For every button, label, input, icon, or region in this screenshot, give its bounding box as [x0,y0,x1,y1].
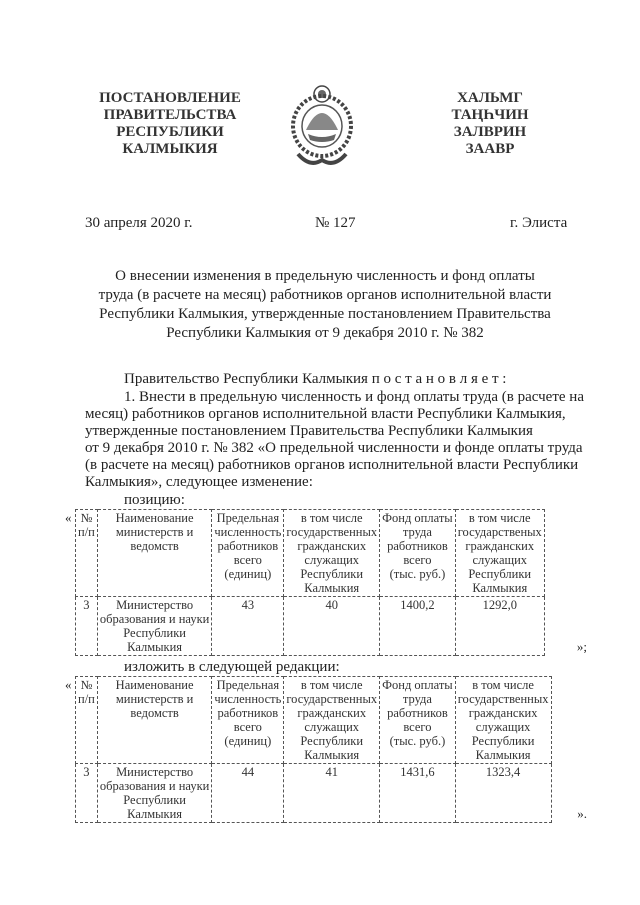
table-cell [76,597,98,656]
cell-text: работников [387,706,448,720]
title-line: О внесении изменения в предельную численность и фонд оплаты [115,268,535,284]
header-line: ЗАЛВРИН [453,124,527,140]
cell-text: Министерство [116,598,194,612]
table-header-cell [284,677,380,764]
table-cell [97,597,212,656]
cell-text: служащих [304,553,360,567]
table-cell [212,764,284,823]
close-quote: ». [577,806,587,821]
header-line: РЕСПУБЛИКИ [116,124,224,140]
open-quote: « [65,510,72,525]
title-line: труда (в расчете на месяц) работников органов исполнительной власти [98,287,552,303]
coat-of-arms-emblem [290,82,354,168]
cell-text: Предельная [216,678,280,692]
cell-text: государственных [457,692,549,706]
cell-text: Калмыкия [304,581,360,595]
table-header-cell [212,510,284,597]
text-line: (в расчете на месяц) работников органов исполнительной власти Республики [85,457,579,473]
open-quote: « [65,677,72,692]
header-left-title [80,90,260,158]
cell-text: гражданских [468,706,538,720]
cell-text: ведомств [130,539,179,553]
table-header-cell [455,510,544,597]
cell-text: служащих [472,553,528,567]
cell-text: ведомств [130,706,179,720]
cell-text: министерств и [115,525,194,539]
cell-text: 41 [325,765,338,779]
header-line: ЗААВР [465,141,515,157]
table-current-wrapper [65,509,587,656]
cell-text: п/п [78,525,95,539]
cell-text: работников [387,539,448,553]
cell-text: численность [214,525,282,539]
cell-text: Министерство [116,765,194,779]
cell-text: Фонд оплаты [382,511,453,525]
cell-text: Республики [300,734,364,748]
cell-text: 43 [241,598,255,612]
cell-text: государственых [457,525,542,539]
cell-text: гражданских [297,706,367,720]
table-header-cell [97,510,212,597]
header-right-title [430,90,550,158]
table-header-cell [380,677,456,764]
cell-text: 3 [83,598,90,612]
cell-text: Калмыкия [304,748,360,762]
title-line: Республики Калмыкия, утвержденные постановлением Правительства [99,306,551,322]
text-line: месяц) работников органов исполнительной власти Республики Калмыкия, [85,406,566,422]
table-new-wrapper [65,676,587,823]
cell-text: в том числе [300,678,363,692]
table-header-cell [76,510,98,597]
table-header-cell [380,510,456,597]
cell-text: государственных [286,692,378,706]
cell-text: служащих [475,720,531,734]
text-line: 1. Внести в предельную численность и фонд оплаты труда (в расчете на [124,389,584,405]
cell-text: Республики [468,567,532,581]
cell-text: всего [233,720,262,734]
preamble: Правительство Республики Калмыкия п о с т а н о в л я е т : [124,371,507,387]
cell-text: (единиц) [224,734,272,748]
cell-text: 1292,0 [482,598,517,612]
label-position: позицию: [124,492,185,508]
table-header-cell [455,677,551,764]
table-cell [455,597,544,656]
cell-text: 1323,4 [485,765,521,779]
table-cell [284,597,380,656]
cell-text: всего [403,553,432,567]
cell-text: Республики [300,567,364,581]
cell-text: в том числе [300,511,363,525]
cell-text: гражданских [297,539,367,553]
cell-text: (единиц) [224,567,272,581]
header-line: ТАҢҺЧИН [451,107,529,123]
label-new-edition: изложить в следующей редакции: [124,659,340,675]
item-1-text [85,389,600,491]
text-line: от 9 декабря 2010 г. № 382 «О предельной численности и фонде оплаты труда [85,440,583,456]
cell-text: труда [402,525,432,539]
cell-text: Калмыкия [127,640,183,654]
cell-text: Предельная [216,511,280,525]
document-body [65,370,600,825]
cell-text: 1431,6 [400,765,435,779]
header-line: ПРАВИТЕЛЬСТВА [103,107,237,123]
table-cell [284,764,380,823]
cell-text: образования и науки [99,612,210,626]
cell-text: 44 [241,765,255,779]
table-header-cell [97,677,212,764]
table-new [75,676,552,823]
cell-text: Республики [123,626,186,640]
table-header-cell [76,677,98,764]
table-row [76,764,552,823]
cell-text: работников [217,539,279,553]
cell-text: Республики [471,734,535,748]
table-cell [76,764,98,823]
table-cell [212,597,284,656]
table-cell [380,764,456,823]
document-city: г. Элиста [510,215,568,231]
cell-text: служащих [304,720,360,734]
cell-text: всего [403,720,432,734]
table-cell [380,597,456,656]
cell-text: № [80,511,93,525]
cell-text: в том числе [468,511,531,525]
cell-text: п/п [78,692,95,706]
table-cell [97,764,212,823]
header-line: КАЛМЫКИЯ [122,141,218,157]
table-current [75,509,545,656]
table-header-cell [212,677,284,764]
document-number: № 127 [315,215,356,231]
cell-text: (тыс. руб.) [389,734,446,748]
cell-text: 40 [325,598,338,612]
cell-text: гражданских [465,539,535,553]
table-cell [455,764,551,823]
cell-text: № [80,678,93,692]
cell-text: Фонд оплаты [382,678,453,692]
text-line: утвержденные постановлением Правительства Республики Калмыкия [85,423,533,439]
close-quote: »; [576,639,587,654]
cell-text: всего [233,553,262,567]
cell-text: в том числе [472,678,534,692]
cell-text: численность [214,692,282,706]
cell-text: работников [217,706,279,720]
document-date: 30 апреля 2020 г. [85,215,193,231]
cell-text: государственных [286,525,378,539]
cell-text: 3 [83,765,90,779]
cell-text: Калмыкия [127,807,183,821]
cell-text: Наименование [115,511,194,525]
cell-text: (тыс. руб.) [389,567,446,581]
title-line: Республики Калмыкия от 9 декабря 2010 г. № 382 [166,325,484,341]
cell-text: 1400,2 [400,598,435,612]
table-row [76,597,545,656]
table-header-row [76,510,545,597]
cell-text: Республики [123,793,186,807]
cell-text: образования и науки [99,779,210,793]
cell-text: Калмыкия [475,748,531,762]
cell-text: министерств и [115,692,194,706]
text-line: Калмыкия», следующее изменение: [85,474,313,490]
header-line: ПОСТАНОВЛЕНИЕ [99,90,241,106]
table-header-cell [284,510,380,597]
cell-text: Наименование [115,678,194,692]
cell-text: Калмыкия [472,581,528,595]
cell-text: труда [402,692,432,706]
header-line: ХАЛЬМГ [457,90,523,106]
table-header-row [76,677,552,764]
document-title [70,267,580,343]
